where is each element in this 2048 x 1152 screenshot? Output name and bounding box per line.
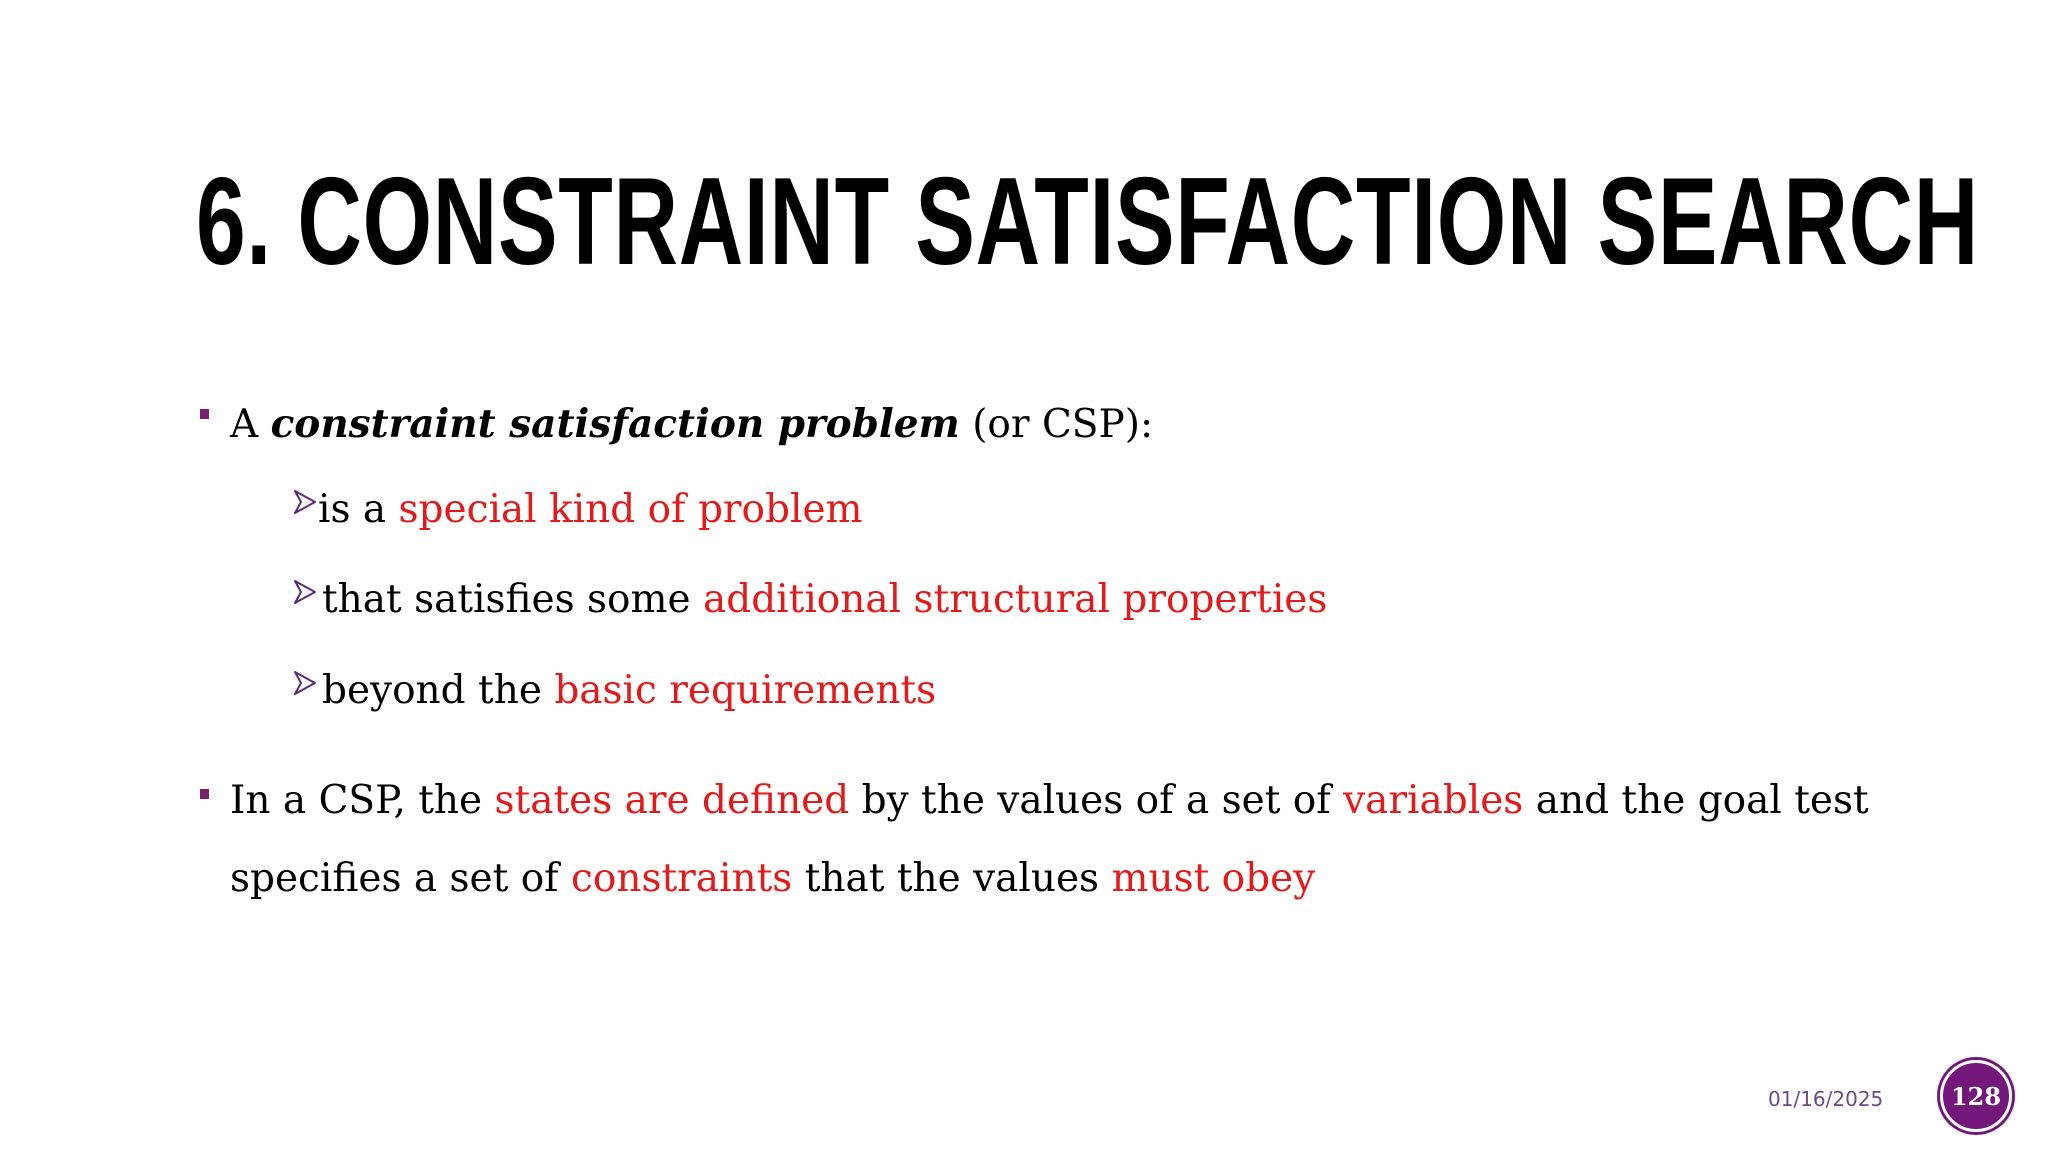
page-number-badge	[1940, 1060, 2012, 1132]
sub-bullet-special-kind	[318, 487, 863, 532]
bullet-highlight: states are defined	[494, 778, 850, 823]
bullet-text: by the values of a set of	[849, 778, 1344, 823]
bullet-highlight: variables	[1343, 778, 1524, 823]
slide-date: 01/16/2025	[1768, 1087, 1884, 1111]
bullet-text: specifies a set of	[230, 856, 572, 901]
sub-bullet-highlight: additional structural properties	[703, 577, 1328, 622]
bullet-csp-definition	[230, 401, 1154, 447]
sub-bullet-text: beyond the	[322, 668, 555, 713]
bullet-text: A	[230, 402, 271, 447]
bullet-text: and the goal test	[1523, 778, 1869, 823]
sub-bullet-structural-properties	[322, 577, 1328, 622]
bullet-text: In a CSP, the	[230, 778, 495, 823]
arrowhead-bullet-icon	[292, 579, 318, 605]
bullet-csp-states-line1	[230, 778, 1869, 823]
bullet-text: that the values	[792, 856, 1112, 901]
bullet-highlight: constraints	[571, 856, 793, 901]
arrowhead-bullet-icon	[292, 670, 318, 696]
bullet-square-icon	[200, 789, 209, 799]
bullet-square-icon	[200, 409, 209, 419]
sub-bullet-text: is a	[318, 487, 399, 532]
bullet-emphasis: constraint satisfaction problem	[270, 401, 960, 447]
sub-bullet-highlight: special kind of problem	[398, 487, 863, 532]
arrowhead-bullet-icon	[292, 489, 318, 515]
sub-bullet-basic-requirements	[322, 668, 937, 713]
page-number: 128	[1950, 1081, 2002, 1111]
bullet-highlight: must obey	[1111, 856, 1316, 901]
bullet-text: (or CSP):	[959, 402, 1154, 447]
sub-bullet-highlight: basic requirements	[554, 668, 937, 713]
sub-bullet-text: that satisfies some	[322, 577, 703, 622]
bullet-csp-states-line2	[230, 856, 1316, 901]
slide-title: 6. CONSTRAINT SATISFACTION SEARCH	[196, 153, 1979, 291]
